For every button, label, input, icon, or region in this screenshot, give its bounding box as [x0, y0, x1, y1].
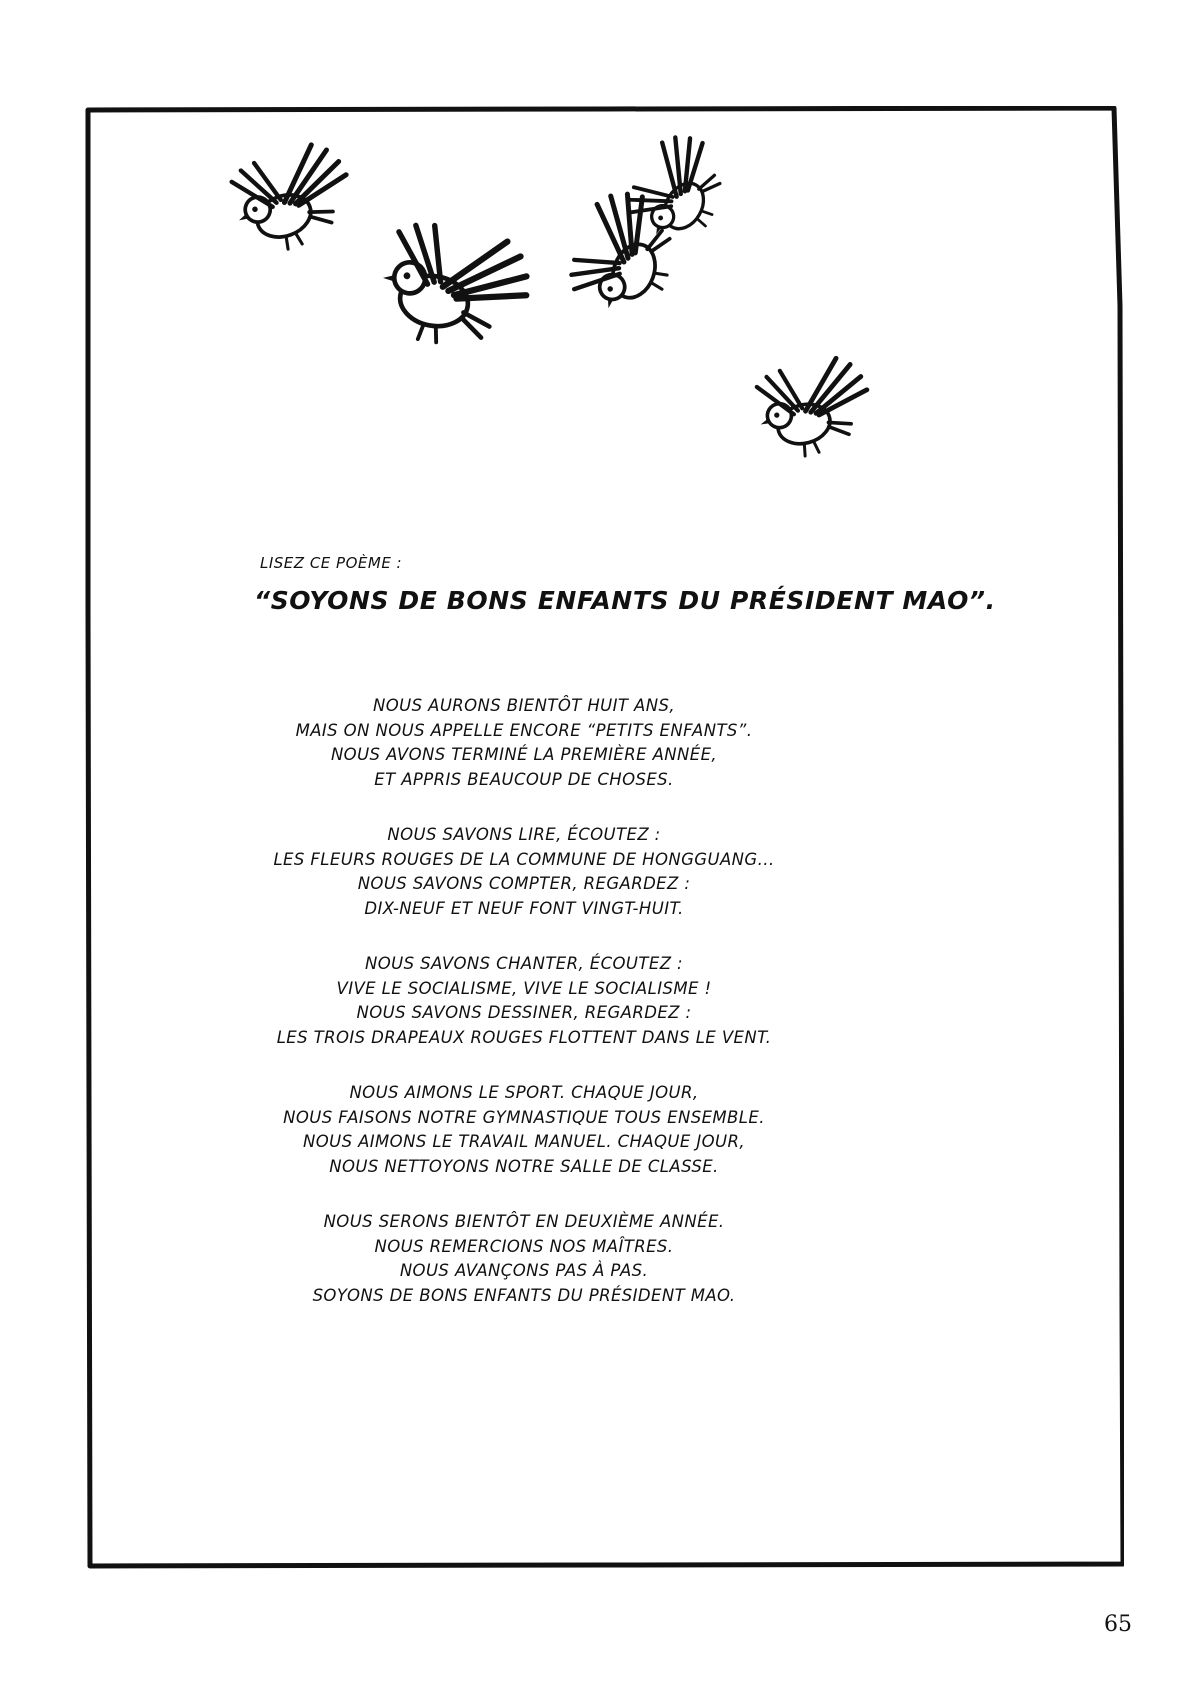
poem-line: MAIS ON NOUS APPELLE ENCORE “PETITS ENFANTS”. [295, 720, 753, 740]
sparrow-icon [222, 135, 363, 262]
sparrow-icon [374, 218, 536, 356]
stanza-1 [174, 694, 874, 792]
poem-line: NOUS SAVONS CHANTER, ÉCOUTEZ : [364, 954, 684, 973]
poem-line: NOUS AURONS BIENTÔT HUIT ANS, [373, 696, 675, 715]
birds-illustration [84, 106, 1124, 526]
poem-line: NOUS AIMONS LE SPORT. CHAQUE JOUR, [349, 1083, 699, 1102]
poem-line: NOUS AVONS TERMINÉ LA PREMIÈRE ANNÉE, [330, 745, 718, 764]
poem-line: NOUS NETTOYONS NOTRE SALLE DE CLASSE. [329, 1156, 719, 1176]
page-number: 65 [1104, 1612, 1132, 1637]
poem-line: SOYONS DE BONS ENFANTS DU PRÉSIDENT MAO. [312, 1285, 736, 1305]
poem-line: LES TROIS DRAPEAUX ROUGES FLOTTENT DANS LE VENT. [276, 1027, 772, 1047]
poem-line: DIX-NEUF ET NEUF FONT VINGT-HUIT. [364, 898, 684, 918]
stanza-5 [174, 1210, 874, 1308]
poem-line: NOUS AVANÇONS PAS À PAS. [399, 1261, 649, 1280]
poem-line: LES FLEURS ROUGES DE LA COMMUNE DE HONGGUANG... [273, 849, 775, 869]
poem-line: NOUS SAVONS DESSINER, REGARDEZ : [356, 1003, 692, 1022]
stanza-3 [174, 952, 874, 1050]
sparrow-icon [749, 350, 880, 465]
poem-line: NOUS SERONS BIENTÔT EN DEUXIÈME ANNÉE. [323, 1212, 725, 1231]
poem-line: ET APPRIS BEAUCOUP DE CHOSES. [374, 769, 674, 789]
poem-line: NOUS SAVONS COMPTER, REGARDEZ : [357, 874, 691, 893]
page-frame [84, 106, 1124, 1570]
poem-title: “SOYONS DE BONS ENFANTS DU PRÉSIDENT MAO”. [254, 586, 996, 615]
poem-line: VIVE LE SOCIALISME, VIVE LE SOCIALISME ! [336, 978, 712, 998]
poem-line: NOUS AIMONS LE TRAVAIL MANUEL. CHAQUE JOUR, [302, 1132, 746, 1151]
stanza-4 [174, 1081, 874, 1179]
poem-body [174, 694, 874, 1339]
poem-line: NOUS REMERCIONS NOS MAÎTRES. [374, 1236, 674, 1256]
poem-line: NOUS FAISONS NOTRE GYMNASTIQUE TOUS ENSEMBLE. [283, 1107, 765, 1127]
poem-line: NOUS SAVONS LIRE, ÉCOUTEZ : [387, 825, 661, 844]
stanza-2 [174, 823, 874, 921]
poem-intro: LISEZ CE POÈME : [260, 554, 403, 572]
